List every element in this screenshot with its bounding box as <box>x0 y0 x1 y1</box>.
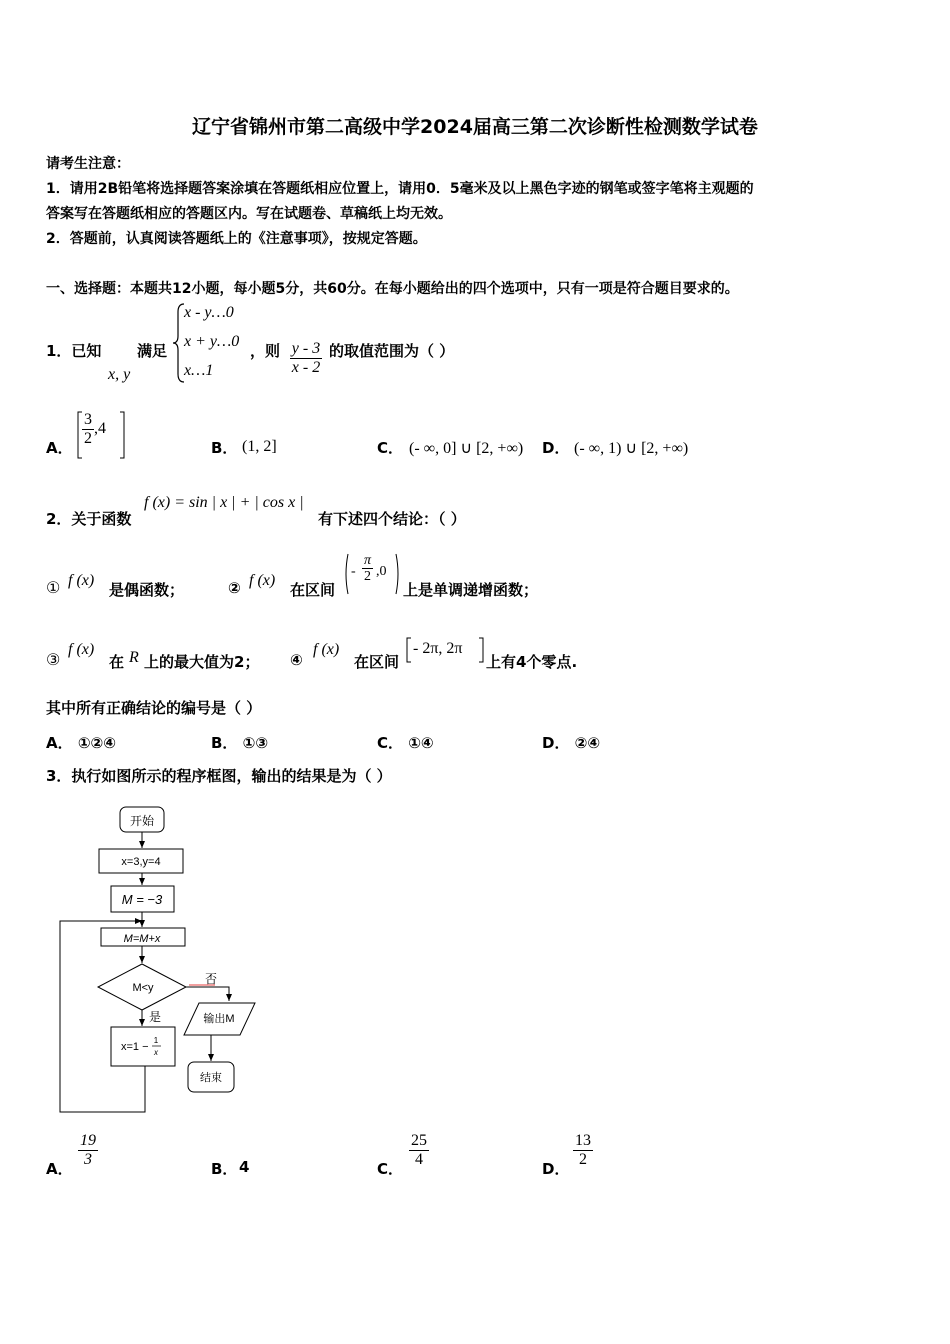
q1-prefix: 1．已知 <box>46 342 102 360</box>
q3-option-b-label: B． <box>211 1160 238 1178</box>
flow-assign-den: x <box>154 1048 158 1057</box>
q2-s4-text: 上有4个零点. <box>486 653 578 671</box>
q1-frac-den: x - 2 <box>291 358 321 376</box>
q1-option-d-label: D． <box>542 439 570 457</box>
q2-option-d: D． ②④ <box>542 734 601 752</box>
q3-option-a-frac <box>78 1132 98 1168</box>
flow-output-label: 输出M <box>203 1013 235 1025</box>
flow-m0-label: M = −3 <box>121 892 163 907</box>
q1-suffix: 的取值范围为（ ） <box>329 342 455 360</box>
q1-option-b-text: (1, 2] <box>242 438 277 455</box>
q1-option-a-den: 2 <box>84 429 92 447</box>
q2-s2-minus: - <box>351 564 356 579</box>
q3-option-b-text: 4 <box>239 1158 250 1176</box>
q1-option-c-text: (- ∞, 0] ∪ [2, +∞) <box>409 440 524 457</box>
flow-start-label: 开始 <box>129 814 155 828</box>
q3-option-c-den: 4 <box>415 1150 423 1168</box>
q2-option-c: C． ①④ <box>377 734 434 752</box>
notice-line-1b: 答案写在答题纸相应的答题区内。写在试题卷、草稿纸上均无效。 <box>46 206 452 222</box>
section-heading: 一、选择题：本题共12小题，每小题5分，共60分。在每小题给出的四个选项中，只有一项是符合题目要求的。 <box>46 281 739 297</box>
q2-s1-text: 是偶函数； <box>109 581 185 599</box>
q2-s3-R: R <box>129 649 139 666</box>
q2-s2-text: 上是单调递增函数； <box>403 581 539 599</box>
q1-satisfy: 满足 <box>137 342 168 360</box>
q2-s4-in: 在区间 <box>354 653 400 671</box>
q2-s3-text: 上的最大值为2； <box>144 653 260 671</box>
q1-constraint-2: x + y…0 <box>184 333 240 350</box>
q2-suffix: 有下述四个结论：（ ） <box>318 510 466 528</box>
q2-function: f (x) = sin | x | + | cos x | <box>144 494 304 511</box>
q1-option-a-num: 3 <box>84 411 92 428</box>
flow-yes-label: 是 <box>149 1010 162 1024</box>
q2-s2-mark: ② <box>228 579 241 597</box>
q2-s3-in: 在 <box>109 653 125 671</box>
flow-no-label: 否 <box>205 972 218 986</box>
page-title: 辽宁省锦州市第二高级中学2024届高三第二次诊断性检测数学试卷 <box>192 116 758 138</box>
q2-s2-frac-den: 2 <box>364 569 371 585</box>
q1-constraint-3: x…1 <box>184 362 214 379</box>
q3-text: 3．执行如图所示的程序框图，输出的结果是为（ ） <box>46 767 392 785</box>
q1-constraint-1: x - y…0 <box>184 304 234 321</box>
q3-option-a-label: A． <box>46 1160 73 1178</box>
q2-s2-frac-num: π <box>364 553 372 568</box>
notice-line-1a: 1．请用2B铅笔将选择题答案涂填在答题纸相应位置上，请用0．5毫米及以上黑色字迹的钢笔或签字笔将主观题的 <box>46 181 754 197</box>
q2-s3-fx: f (x) <box>68 641 95 658</box>
q2-s2-end: ,0 <box>376 564 387 579</box>
q1-frac-num: y - 3 <box>291 340 321 357</box>
flow-init-label: x=3,y=4 <box>121 856 161 868</box>
q2-s2-fx: f (x) <box>249 572 276 589</box>
q3-option-c-frac <box>409 1132 429 1168</box>
q2-s4-fx: f (x) <box>313 641 340 658</box>
q1-option-d-text: (- ∞, 1) ∪ [2, +∞) <box>574 440 689 457</box>
q2-ask: 其中所有正确结论的编号是（ ） <box>46 699 262 717</box>
q1-option-b-label: B． <box>211 439 238 457</box>
q1-option-c-label: C． <box>377 439 404 457</box>
q1-option-a-label: A． <box>46 439 73 457</box>
q1-option-a-rest: ,4 <box>94 419 106 437</box>
flow-assign-num: 1 <box>153 1036 159 1045</box>
q2-option-a: A． ①②④ <box>46 734 116 752</box>
q2-s4-interval: - 2π, 2π <box>413 640 463 657</box>
q2-s1-fx: f (x) <box>68 572 95 589</box>
flow-update-label: M=M+x <box>123 933 161 945</box>
q3-option-a-den: 3 <box>84 1150 92 1168</box>
flow-cond-label: M<y <box>132 982 154 994</box>
q1-vars: x, y <box>108 366 131 383</box>
q3-option-c-num: 25 <box>411 1132 427 1149</box>
q1-then: ，则 <box>250 342 281 360</box>
q3-option-d-frac <box>573 1132 593 1168</box>
q2-s4-mark: ④ <box>290 651 303 669</box>
q3-option-a-num: 19 <box>80 1132 96 1149</box>
q3-option-d-label: D． <box>542 1160 570 1178</box>
notice-heading: 请考生注意： <box>46 156 130 172</box>
flow-end-label: 结束 <box>200 1072 222 1084</box>
q2-option-b: B． ①③ <box>211 734 269 752</box>
notice-line-2: 2．答题前，认真阅读答题纸上的《注意事项》，按规定答题。 <box>46 231 427 247</box>
q3-option-c-label: C． <box>377 1160 404 1178</box>
flow-assign-pre: x=1 − <box>121 1041 149 1053</box>
q2-s1-mark: ① <box>46 580 61 597</box>
q3-option-d-num: 13 <box>575 1132 591 1149</box>
q2-prefix: 2．关于函数 <box>46 510 132 528</box>
q2-s2-in: 在区间 <box>290 581 336 599</box>
q3-option-d-den: 2 <box>579 1150 587 1168</box>
q2-s3-mark: ③ <box>46 652 61 669</box>
